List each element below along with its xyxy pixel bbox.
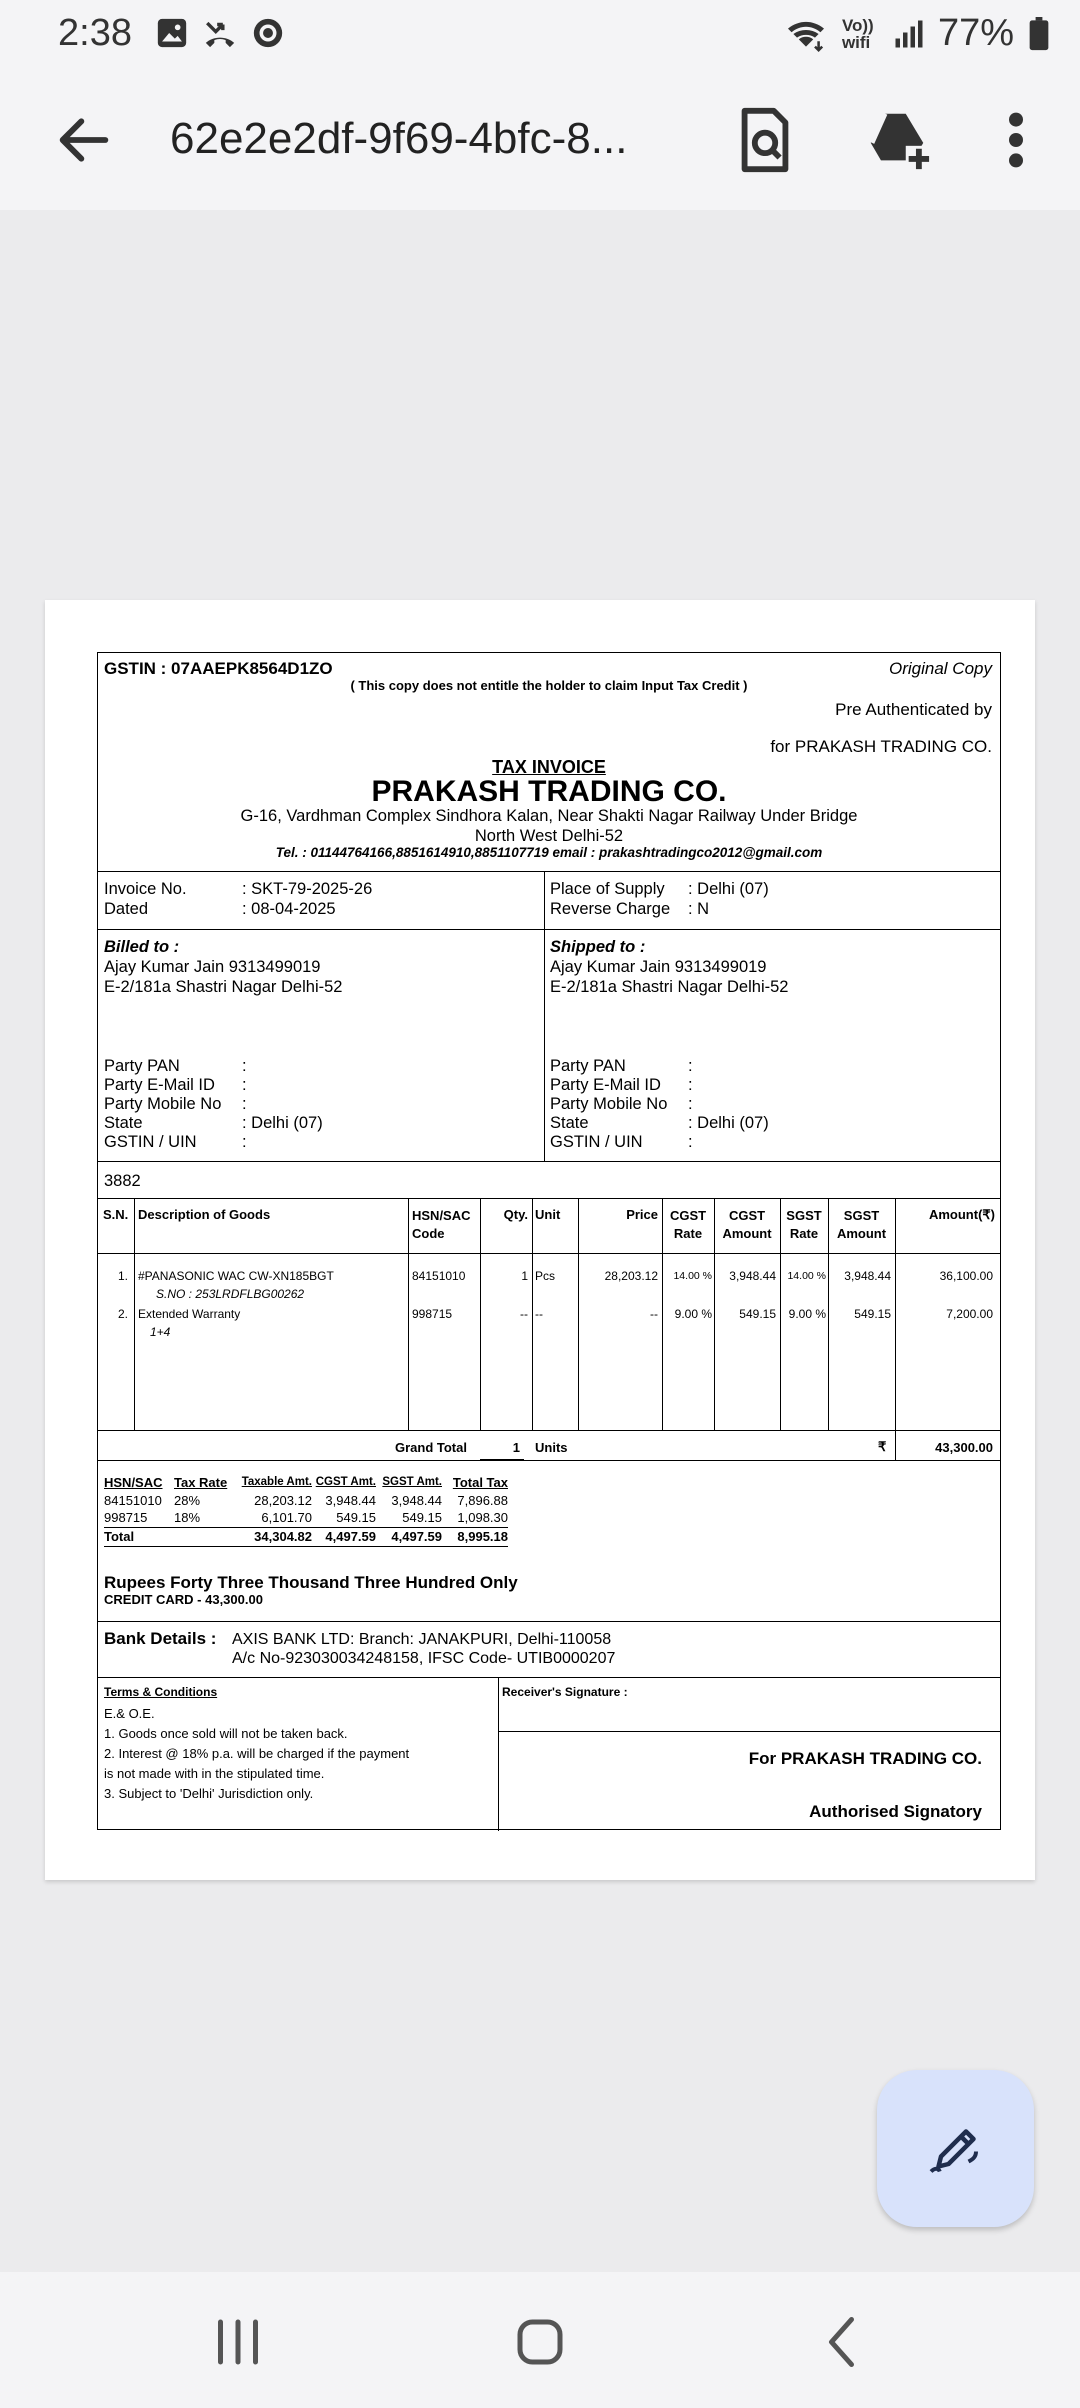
item-1-sn: 1. <box>117 1269 128 1283</box>
copy-type: Original Copy <box>889 659 992 678</box>
col-sgst-amount <box>828 1207 895 1243</box>
reference-number: 3882 <box>104 1172 141 1190</box>
col-amount: Amount(₹) <box>928 1207 995 1222</box>
item-2-plan: 1+4 <box>150 1325 171 1339</box>
invoice-date: : 08-04-2025 <box>242 900 336 918</box>
tax-row-1-sgst: 3,948.44 <box>391 1493 442 1508</box>
col-hsn <box>412 1207 471 1243</box>
shipped-mobile: : <box>688 1095 693 1113</box>
battery-percent: 77% <box>937 12 1014 54</box>
search-document-icon[interactable] <box>730 105 800 175</box>
tax-hdr-total: Total Tax <box>452 1475 508 1490</box>
network-label: Vo)) wifi <box>841 15 874 52</box>
billed-gstin: : <box>242 1133 247 1151</box>
col-sgst-rate-line2: Rate <box>789 1226 819 1241</box>
wifi-icon <box>784 16 828 52</box>
terms-line-2: 1. Goods once sold will not be taken back. <box>104 1726 348 1741</box>
nav-back-icon[interactable] <box>814 2312 874 2372</box>
col-cgst-amount-line2: Amount <box>722 1226 772 1241</box>
col-qty: Qty. <box>503 1207 528 1222</box>
billed-mobile: : <box>242 1095 247 1113</box>
col-sgst-amount-line2: Amount <box>836 1226 887 1241</box>
tax-row-1-total: 7,896.88 <box>457 1493 508 1508</box>
bank-details-label: Bank Details : <box>104 1629 217 1648</box>
grand-total-label: Grand Total <box>395 1440 467 1455</box>
item-1-description: #PANASONIC WAC CW-XN185BGT <box>138 1269 334 1283</box>
terms-line-4: is not made with in the stipulated time. <box>104 1766 325 1781</box>
tax-total-taxable: 34,304.82 <box>254 1529 312 1544</box>
col-description: Description of Goods <box>138 1207 271 1222</box>
item-1-hsn: 84151010 <box>412 1269 466 1283</box>
tax-row-2-taxable: 6,101.70 <box>261 1510 312 1525</box>
item-2-amount: 7,200.00 <box>946 1307 993 1321</box>
more-vert-icon[interactable] <box>996 105 1036 175</box>
billed-pan-label: Party PAN <box>104 1057 180 1075</box>
payment-mode: CREDIT CARD - 43,300.00 <box>104 1592 263 1607</box>
tax-row-2-hsn: 998715 <box>104 1510 148 1525</box>
col-unit: Unit <box>535 1207 561 1222</box>
pre-authenticated: Pre Authenticated by <box>835 700 992 719</box>
col-cgst-amount <box>714 1207 780 1243</box>
tax-total-label: Total <box>104 1529 135 1544</box>
edit-fab-button[interactable] <box>877 2070 1034 2227</box>
col-hsn-line1: HSN/SAC <box>412 1208 471 1223</box>
gstin-line: GSTIN : 07AAEPK8564D1ZO <box>104 659 333 678</box>
billed-name: Ajay Kumar Jain 9313499019 <box>104 958 321 976</box>
reverse-charge: : N <box>688 900 710 918</box>
item-1-cgst-amount: 3,948.44 <box>729 1269 776 1283</box>
terms-list <box>104 1704 409 1804</box>
item-1-amount: 36,100.00 <box>939 1269 993 1283</box>
billed-pan: : <box>242 1057 247 1075</box>
item-2-sn: 2. <box>117 1307 128 1321</box>
billed-party-fields <box>104 1057 323 1152</box>
item-1-cgst-rate: 14.00 % <box>673 1270 712 1282</box>
tax-total-sgst: 4,497.59 <box>391 1529 442 1544</box>
billed-address: E-2/181a Shastri Nagar Delhi-52 <box>104 978 343 996</box>
item-2-hsn: 998715 <box>412 1307 453 1321</box>
tax-hdr-sgst: SGST Amt. <box>382 1476 442 1488</box>
grand-total-amount: 43,300.00 <box>935 1440 993 1455</box>
tax-total-tax: 8,995.18 <box>457 1529 508 1544</box>
tax-row-1-cgst: 3,948.44 <box>325 1493 376 1508</box>
shipped-mobile-label: Party Mobile No <box>550 1095 668 1113</box>
signal-icon <box>894 18 924 50</box>
tax-invoice <box>97 652 1001 1830</box>
col-cgst-amount-line1: CGST <box>728 1208 766 1223</box>
item-1-price: 28,203.12 <box>604 1269 658 1283</box>
for-company: for PRAKASH TRADING CO. <box>770 737 992 756</box>
grand-total-qty: 1 <box>512 1440 520 1455</box>
status-time: 2:38 <box>58 12 132 54</box>
billed-state-label: State <box>104 1114 143 1132</box>
document-title: 62e2e2df-9f69-4bfc-8... <box>170 114 628 163</box>
rupee-symbol: ₹ <box>878 1439 887 1454</box>
terms-line-1: E.& O.E. <box>104 1706 155 1721</box>
item-2-sgst-amount: 549.15 <box>854 1307 891 1321</box>
grand-total-units: Units <box>535 1440 568 1455</box>
doc-title: TAX INVOICE <box>492 757 606 777</box>
place-of-supply-label: Place of Supply <box>550 880 665 898</box>
receiver-signature-label: Receiver's Signature : <box>502 1685 628 1699</box>
tax-row-2-sgst: 549.15 <box>402 1510 442 1525</box>
shipped-gstin-label: GSTIN / UIN <box>550 1133 643 1151</box>
shipped-to-heading: Shipped to : <box>550 938 646 956</box>
billed-to <box>104 937 342 997</box>
tax-hdr-taxable: Taxable Amt. <box>241 1476 312 1488</box>
tax-hdr-cgst: CGST Amt. <box>315 1476 376 1488</box>
app-bar <box>0 70 1080 210</box>
for-company-signature: For PRAKASH TRADING CO. <box>748 1749 982 1768</box>
shipped-pan: : <box>688 1057 693 1075</box>
col-price: Price <box>626 1207 658 1222</box>
shipped-email: : <box>688 1076 693 1094</box>
item-2-qty: -- <box>520 1307 528 1321</box>
edit-pencil-icon <box>926 2119 986 2179</box>
reverse-charge-label: Reverse Charge <box>550 900 671 918</box>
invoice-no: : SKT-79-2025-26 <box>242 880 373 898</box>
shipped-party-fields <box>550 1057 769 1152</box>
back-arrow-icon[interactable] <box>52 108 116 172</box>
col-cgst-rate-line1: CGST <box>669 1208 707 1223</box>
col-sgst-rate-line1: SGST <box>786 1208 822 1223</box>
tax-row-2-cgst: 549.15 <box>336 1510 376 1525</box>
item-2-cgst-rate: 9.00 % <box>674 1307 712 1321</box>
document-page[interactable] <box>45 600 1035 1880</box>
col-sn: S.N. <box>103 1207 129 1222</box>
shipped-name: Ajay Kumar Jain 9313499019 <box>550 958 767 976</box>
terms-line-3: 2. Interest @ 18% p.a. will be charged if the payment <box>104 1746 410 1761</box>
shipped-pan-label: Party PAN <box>550 1057 626 1075</box>
authorised-signatory: Authorised Signatory <box>809 1802 982 1821</box>
shipped-email-label: Party E-Mail ID <box>550 1076 661 1094</box>
col-cgst-rate-line2: Rate <box>673 1226 703 1241</box>
status-bar <box>0 0 1080 70</box>
add-to-drive-icon[interactable] <box>862 105 932 175</box>
item-2-price: -- <box>650 1307 658 1321</box>
company-name: PRAKASH TRADING CO. <box>371 775 727 808</box>
invoice-no-label: Invoice No. <box>104 880 187 898</box>
gallery-icon <box>155 16 189 50</box>
item-2-unit: -- <box>535 1307 543 1321</box>
tax-row-1-rate: 28% <box>174 1493 201 1508</box>
billed-to-heading: Billed to : <box>104 938 180 956</box>
recent-apps-icon[interactable] <box>208 2312 268 2372</box>
missed-call-icon <box>203 16 237 50</box>
place-of-supply: : Delhi (07) <box>688 880 769 898</box>
terms-heading: Terms & Conditions <box>104 1685 218 1699</box>
company-contact: Tel. : 01144764166,8851614910,8851107719 email : prakashtradingco2012@gmail.com <box>275 845 823 860</box>
tax-hdr-rate: Tax Rate <box>174 1475 228 1490</box>
col-sgst-amount-line1: SGST <box>843 1208 880 1223</box>
itc-notice: ( This copy does not entitle the holder to claim Input Tax Credit ) <box>350 678 748 693</box>
tax-row-2-total: 1,098.30 <box>457 1510 508 1525</box>
tax-total-cgst: 4,497.59 <box>325 1529 376 1544</box>
shipped-gstin: : <box>688 1133 693 1151</box>
item-2-description: Extended Warranty <box>138 1307 241 1321</box>
bank-line-2: A/c No-923030034248158, IFSC Code- UTIB0000207 <box>232 1650 616 1667</box>
whatsapp-icon <box>251 16 285 50</box>
billed-state: : Delhi (07) <box>242 1114 323 1132</box>
col-hsn-line2: Code <box>412 1226 445 1241</box>
shipped-state: : Delhi (07) <box>688 1114 769 1132</box>
item-1-sgst-rate: 14.00 % <box>787 1270 826 1282</box>
col-sgst-rate <box>780 1207 828 1243</box>
home-icon[interactable] <box>510 2312 570 2372</box>
terms-line-5: 3. Subject to 'Delhi' Jurisdiction only. <box>104 1786 314 1801</box>
tax-row-1-hsn: 84151010 <box>104 1493 162 1508</box>
company-address-2: North West Delhi-52 <box>474 827 624 845</box>
billed-mobile-label: Party Mobile No <box>104 1095 222 1113</box>
tax-row-2-rate: 18% <box>174 1510 201 1525</box>
invoice-meta <box>104 879 372 919</box>
tax-hdr-hsn: HSN/SAC <box>104 1475 163 1490</box>
shipped-address: E-2/181a Shastri Nagar Delhi-52 <box>550 978 789 996</box>
item-2-sgst-rate: 9.00 % <box>788 1307 826 1321</box>
col-cgst-rate <box>662 1207 714 1243</box>
item-1-serial: S.NO : 253LRDFLBG00262 <box>156 1287 305 1301</box>
tax-row-1-taxable: 28,203.12 <box>254 1493 312 1508</box>
shipped-to <box>550 937 788 997</box>
item-1-qty: 1 <box>521 1269 528 1283</box>
shipped-state-label: State <box>550 1114 589 1132</box>
battery-icon <box>1028 17 1050 51</box>
dated-label: Dated <box>104 900 149 918</box>
item-2-cgst-amount: 549.15 <box>739 1307 776 1321</box>
billed-email-label: Party E-Mail ID <box>104 1076 215 1094</box>
billed-email: : <box>242 1076 247 1094</box>
billed-gstin-label: GSTIN / UIN <box>104 1133 197 1151</box>
bank-line-1: AXIS BANK LTD: Branch: JANAKPURI, Delhi-110058 <box>232 1631 612 1648</box>
item-1-unit: Pcs <box>535 1269 556 1283</box>
system-nav-bar <box>0 2272 1080 2408</box>
amount-in-words: Rupees Forty Three Thousand Three Hundred Only <box>104 1573 518 1592</box>
item-1-sgst-amount: 3,948.44 <box>844 1269 891 1283</box>
supply-meta <box>550 879 769 919</box>
company-address: G-16, Vardhman Complex Sindhora Kalan, Near Shakti Nagar Railway Under Bridge <box>240 807 858 825</box>
